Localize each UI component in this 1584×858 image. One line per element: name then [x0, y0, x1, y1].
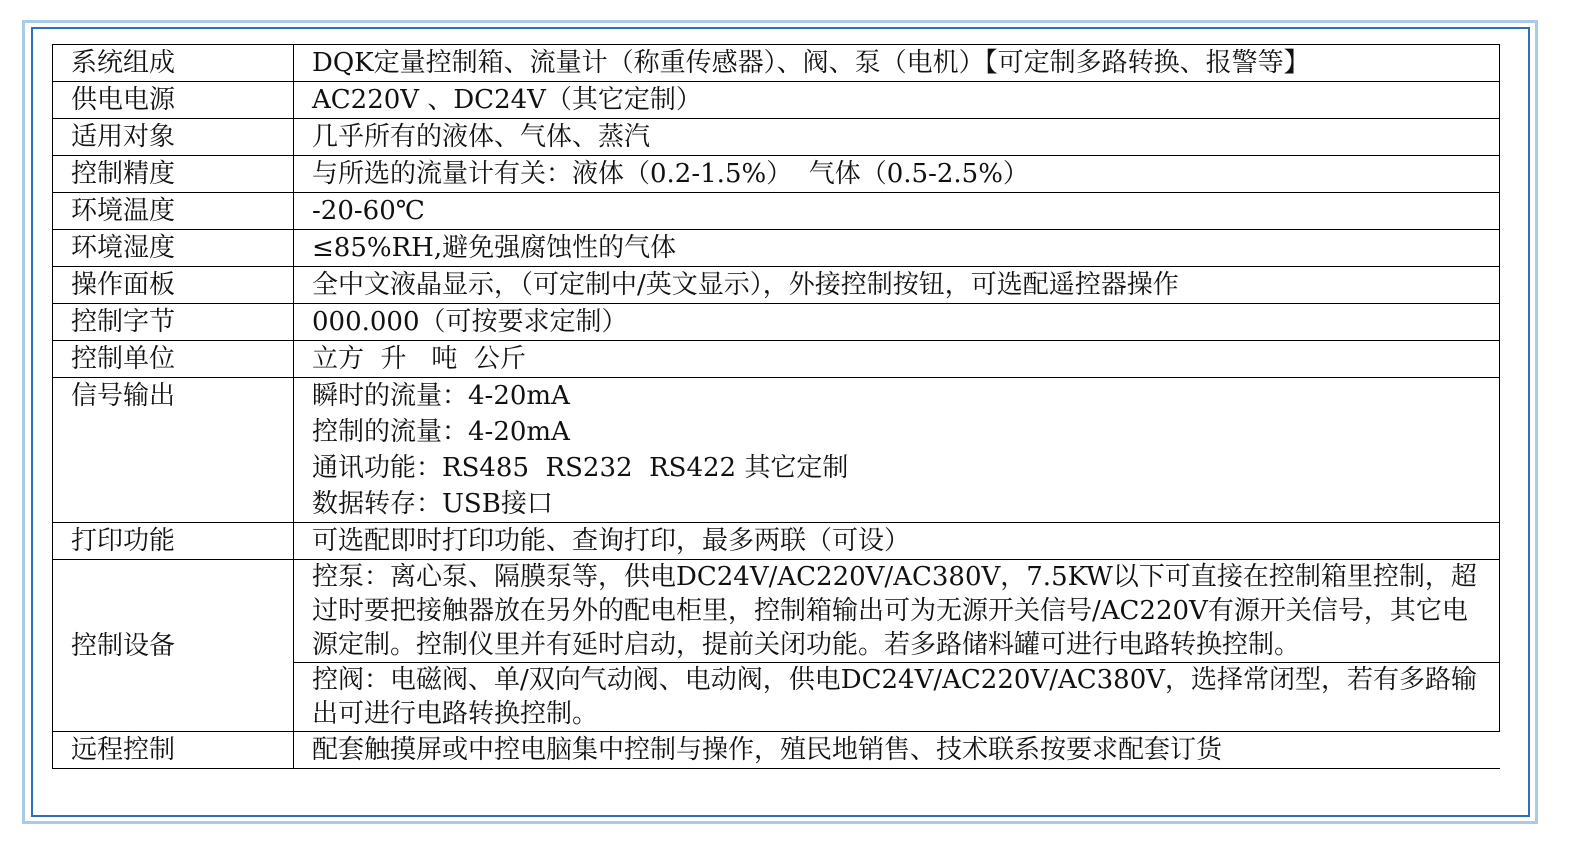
table-row	[53, 560, 1500, 663]
row-value-valve-control: 控阀：电磁阀、单/双向气动阀、电动阀，供电DC24V/AC220V/AC380V，选择常闭型，若有多路输出可进行电路转换控制。	[294, 663, 1500, 732]
row-value-pump-control: 控泵：离心泵、隔膜泵等，供电DC24V/AC220V/AC380V，7.5KW以下可直接在控制箱里控制，超过时要把接触器放在另外的配电柜里，控制箱输出可为无源开关信号/AC220V有源开关信号，其它电源定制。控制仪里并有延时启动，提前关闭功能。若多路储料罐可进行电路转换控制。	[294, 560, 1500, 663]
row-value-remote: 配套触摸屏或中控电脑集中控制与操作，殖民地销售、技术联系按要求配套订货	[294, 732, 1500, 769]
signal-line: 瞬时的流量：4-20mA	[312, 381, 570, 411]
row-label-signal: 信号输出	[53, 378, 294, 523]
table-row	[53, 156, 1500, 193]
row-value-signal	[294, 378, 1500, 523]
table-row	[53, 45, 1500, 82]
row-value-units: 立方 升 吨 公斤	[294, 341, 1500, 378]
table-row	[53, 193, 1500, 230]
table-row	[53, 523, 1500, 560]
row-label-temperature: 环境温度	[53, 193, 294, 230]
table-row	[53, 267, 1500, 304]
row-label-control-device: 控制设备	[53, 560, 294, 732]
row-label-system: 系统组成	[53, 45, 294, 82]
row-label-bytes: 控制字节	[53, 304, 294, 341]
row-value-power: AC220V 、DC24V（其它定制）	[294, 82, 1500, 119]
table-row	[53, 378, 1500, 523]
row-label-humidity: 环境湿度	[53, 230, 294, 267]
table-row	[53, 304, 1500, 341]
row-label-units: 控制单位	[53, 341, 294, 378]
row-value-temperature: -20-60℃	[294, 193, 1500, 230]
row-label-remote: 远程控制	[53, 732, 294, 769]
table-row	[53, 732, 1500, 769]
row-value-bytes: 000.000（可按要求定制）	[294, 304, 1500, 341]
table-row	[53, 341, 1500, 378]
row-value-accuracy: 与所选的流量计有关：液体（0.2-1.5%） 气体（0.5-2.5%）	[294, 156, 1500, 193]
row-value-system: DQK定量控制箱、流量计（称重传感器）、阀、泵（电机）【可定制多路转换、报警等】	[294, 45, 1500, 82]
signal-line: 通讯功能：RS485 RS232 RS422 其它定制	[312, 453, 849, 483]
row-value-print: 可选配即时打印功能、查询打印，最多两联（可设）	[294, 523, 1500, 560]
table-row	[53, 119, 1500, 156]
row-value-applicable: 几乎所有的液体、气体、蒸汽	[294, 119, 1500, 156]
row-label-print: 打印功能	[53, 523, 294, 560]
row-label-applicable: 适用对象	[53, 119, 294, 156]
row-value-humidity: ≤85%RH,避免强腐蚀性的气体	[294, 230, 1500, 267]
signal-line: 控制的流量：4-20mA	[312, 417, 570, 447]
table-row	[53, 82, 1500, 119]
signal-line: 数据转存：USB接口	[312, 489, 553, 519]
row-label-power: 供电电源	[53, 82, 294, 119]
row-value-panel: 全中文液晶显示，（可定制中/英文显示），外接控制按钮，可选配遥控器操作	[294, 267, 1500, 304]
row-label-accuracy: 控制精度	[53, 156, 294, 193]
row-label-panel: 操作面板	[53, 267, 294, 304]
spec-table	[52, 44, 1500, 769]
table-row	[53, 230, 1500, 267]
